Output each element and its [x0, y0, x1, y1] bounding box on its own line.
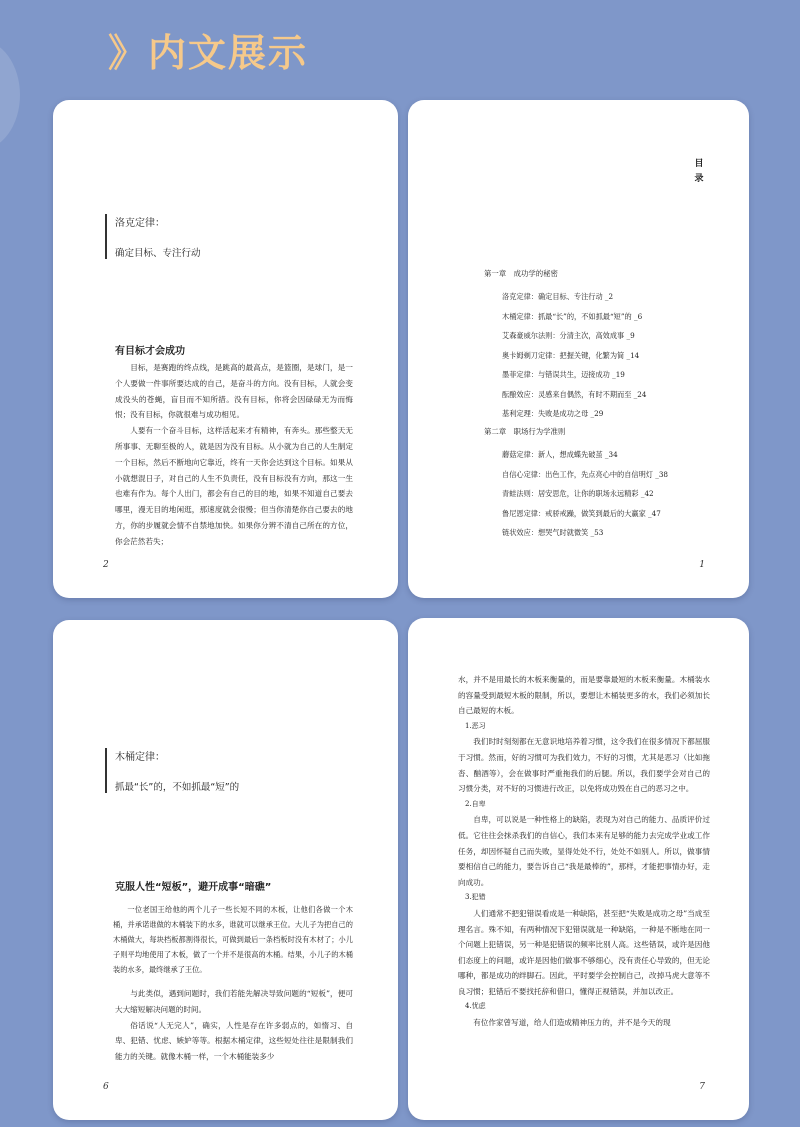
- body-text: [458, 672, 710, 1031]
- paragraph: 一位老国王给他的两个儿子一些长短不同的木板，让他们各做一个木桶，并承诺谁做的木桶装下的水多，谁就可以继承王位。大儿子为把自己的木桶做大，每块档板都割得很长，可做到最后一条档板时没有木材了；小儿子则平均地使用了木板，做了一个并不是很高的木桶。结果，小儿子的木桶装的水多，最终继承了王位。: [113, 905, 353, 974]
- toc-item[interactable]: 蘑菇定律：新人，想成蝶先破茧 _34: [502, 450, 618, 459]
- page-number: 7: [699, 1082, 705, 1092]
- toc-item[interactable]: 奥卡姆剃刀定律：把握关键，化繁为简 _14: [502, 350, 640, 360]
- page-heading: 》内文展示: [108, 31, 309, 75]
- subsection-label: 2.自卑: [465, 799, 486, 808]
- paragraph: 人要有一个奋斗目标，这样活起来才有精神，有奔头。那些整天无所事事、无聊至极的人，就是因为没有目标。从小就为自己的人生制定一个目标，然后不断地向它靠近，终有一天你会达到这个目标。如果从小就想混日子，对自己的人生不负责任，没有目标没有方向，那这一生也难有作为。每个人出门，都会有自己的目的地，如果不知道自己要去哪里，漫无目的地闲逛，那速度就会很慢；但当你清楚你自己要去的地方，你的步履就会情不自禁地加快。如果你分辨不清自己所在的方位，你会茫然若失；: [115, 426, 353, 546]
- toc-title: 目录: [694, 159, 704, 184]
- story-text: [113, 902, 353, 977]
- paragraph: 有位作家曾写道，给人们造成精神压力的，并不是今天的现: [473, 1018, 671, 1028]
- toc-item[interactable]: 洛克定律：确定目标、专注行动 _2: [502, 292, 614, 301]
- chapter-title-block: [105, 748, 355, 793]
- page-6: [53, 620, 398, 1120]
- paragraph: 水，并不是用最长的木板来衡量的，而是要靠最短的木板来衡量。木桶装水的容量受到最短木板的限制，所以，要想让木桶装更多的水，我们必须加长自己最短的木板。: [458, 675, 710, 716]
- page-number: 1: [699, 560, 705, 570]
- page-number: 6: [103, 1082, 109, 1092]
- chapter-title: 木桶定律：: [115, 752, 165, 763]
- body-text: [115, 360, 353, 550]
- subsection-label: 1.恶习: [465, 721, 486, 730]
- page-2: [53, 100, 398, 598]
- paragraph: 自卑，可以说是一种性格上的缺陷，表现为对自己的能力、品质评价过低。它往往会抹杀我们的自信心，我们本来有足够的能力去完成学业或工作任务，却因怀疑自己而失败，显得处处不行，处处不如别人。所以，做事情要相信自己的能力，要告诉自己“我是最棒的”，那样，才能把事情办好，走向成功。: [458, 815, 710, 887]
- subsection-label: 4.忧虑: [465, 1002, 486, 1011]
- background-decoration: [0, 40, 20, 150]
- toc-chapter-title: 第一章 成功学的秘密: [484, 269, 558, 278]
- chapter-title-block: [105, 214, 355, 259]
- toc-item[interactable]: 链状效应：想哭气时就微笑 _53: [502, 528, 604, 537]
- chapter-title: 洛克定律：: [115, 218, 165, 229]
- toc-list: [502, 292, 646, 429]
- section-heading: 有目标才会成功: [115, 346, 185, 357]
- toc-item[interactable]: 艾森豪威尔法则：分清主次，高效成事 _9: [502, 331, 635, 340]
- toc-item[interactable]: 青蛙法则：居安思危，让你的职场永远精彩 _42: [502, 489, 654, 498]
- toc-item[interactable]: 基利定理：失败是成功之母 _29: [502, 409, 604, 418]
- paragraph: 俗话说“人无完人”，确实，人性是存在许多弱点的，如惰习、自卑、犯错、忧虑、嫉妒等等。根据木桶定律，这些短处往往是限制我们能力的关键。就像木桶一样，一个木桶能装多少: [115, 1020, 353, 1062]
- toc-item[interactable]: 自信心定律：出色工作，先点亮心中的自信明灯 _38: [502, 469, 668, 479]
- toc-item[interactable]: 木桶定律：抓最“长”的，不如抓最“短”的 _6: [502, 311, 643, 321]
- section-heading: 克服人性“短板”，避开成事“暗礁”: [115, 882, 272, 893]
- paragraph: 目标，是赛跑的终点线，是跳高的最高点，是篮圈，是球门，是一个人要做一件事所要达成的自己，是奋斗的方向。没有目标，人就会变成没头的苍蝇，盲目而不知所措。没有目标，你将会因碌碌无为而悔恨；没有目标，你就很难与成功相见。: [115, 363, 353, 420]
- paragraph: 人们通常不把犯错误看成是一种缺陷，甚至把“失败是成功之母”当成至理名言。殊不知，有两种情况下犯错误就是一种缺陷，一种是不断地在同一个问题上犯错误，另一种是犯错误的频率比别人高。这些错误，或许是因他们态度上的问题，或许是因他们做事不够细心，没有责任心导致的，但无论哪种，都是成功的绊脚石。因此，平时要学会控制自己，改掉马虎大意等不良习惯；犯错后不要找托辞和借口，懂得正视错误，并加以改正。: [458, 908, 710, 996]
- toc-item[interactable]: 鲁尼恩定律：戒骄戒躁，做笑到最后的大赢家 _47: [502, 508, 661, 518]
- chapter-subtitle: 抓最“长”的，不如抓最“短”的: [115, 782, 240, 793]
- page-1-toc: [408, 100, 749, 598]
- toc-item[interactable]: 墨菲定律：与错误共生，迈接成功 _19: [502, 370, 625, 379]
- paragraph: 我们时时刻刻都在无意识地培养着习惯，这令我们在很多情况下都屈服于习惯。然而，好的习惯可为我们效力，不好的习惯，尤其是恶习（比如拖沓、酗酒等），会在做事时严重拖我们的后腿。所以，我们要学会对自己的习惯分类，对不好的习惯进行改正，以免将成功毁在自己的恶习之中。: [458, 737, 710, 794]
- toc-item[interactable]: 酝酿效应：灵感来自偶然，有时不期而至 _24: [502, 389, 647, 399]
- toc-chapter-title: 第二章 职场行为学准则: [484, 427, 566, 436]
- page-number: 2: [103, 560, 109, 570]
- body-text: [115, 986, 353, 1065]
- paragraph: 与此类似，遇到问题时，我们若能先解决导致问题的“短板”，便可大大缩短解决问题的时间。: [115, 989, 353, 1014]
- chapter-subtitle: 确定目标、专注行动: [115, 248, 201, 259]
- subsection-label: 3.犯错: [465, 893, 486, 902]
- page-7: [408, 618, 749, 1120]
- toc-list: [502, 450, 668, 548]
